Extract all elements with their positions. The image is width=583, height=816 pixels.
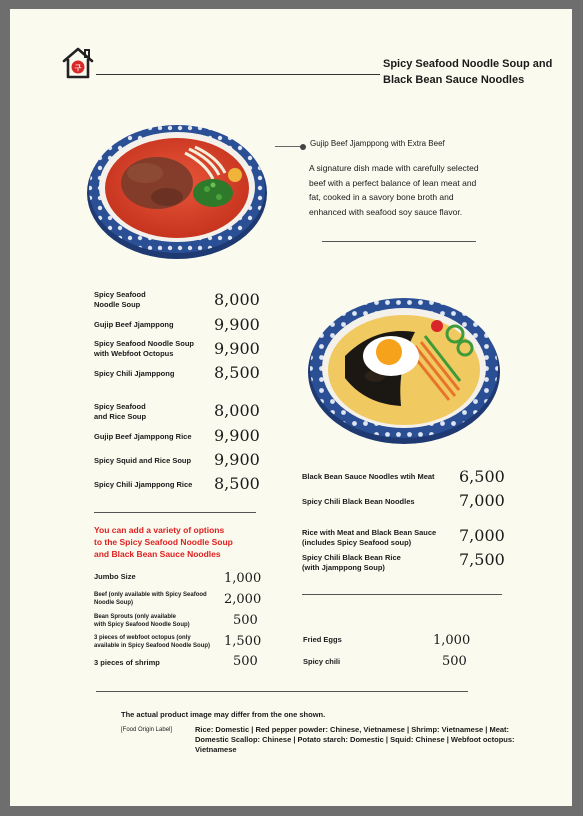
menu-item-price: 7,000 [459,526,505,545]
menu-item-name: Spicy Seafood Noodle Soup [94,290,146,309]
option-name: Spicy chili [303,657,341,666]
menu-item-price: 9,900 [214,315,260,334]
option-price: 500 [442,654,467,669]
menu-item-name: Spicy Chili Jjamppong Rice [94,480,193,489]
menu-item-name: Gujip Beef Jjamppong [94,320,174,329]
menu-page [10,9,572,806]
option-name: 3 pieces of webfoot octopus (only available in Spicy Seafood Noodle Soup) [94,635,211,649]
menu-item-name: Spicy Chili Jjamppong [94,369,175,378]
option-name: Fried Eggs [303,635,342,644]
option-price: 2,000 [224,592,262,607]
menu-item-price: 6,500 [459,467,505,486]
menu-divider-right [302,594,502,595]
title-divider [96,74,380,75]
menu-item-name: Gujip Beef Jjamppong Rice [94,432,192,441]
menu-item-name: Spicy Seafood and Rice Soup [94,402,147,421]
menu-item-price: 8,000 [214,290,260,309]
callout-dot [300,144,306,150]
callout-line [275,146,302,147]
menu-item-price: 9,900 [214,339,260,358]
menu-item-name: Black Bean Sauce Noodles wtih Meat [302,472,435,481]
origin-label: [Food Origin Label] [121,727,173,733]
menu-item-price: 8,000 [214,401,260,420]
page-title: Spicy Seafood Noodle Soup and Black Bean Sauce Noodles [383,58,553,86]
option-price: 1,500 [224,634,262,649]
menu-item-price: 8,500 [214,363,260,382]
menu-item-price: 8,500 [214,474,260,493]
option-price: 500 [233,613,258,628]
jjamppong-bowl-image [85,113,270,263]
menu-item-price: 7,500 [459,550,505,569]
menu-item-price: 9,900 [214,426,260,445]
menu-item-name: Spicy Squid and Rice Soup [94,456,192,465]
logo-text: 구 [74,64,82,72]
option-price: 500 [233,654,258,669]
menu-item-price: 9,900 [214,450,260,469]
option-name: Jumbo Size [94,572,136,581]
menu-item-name: Spicy Chili Black Bean Noodles [302,497,415,506]
option-name: 3 pieces of shrimp [94,658,160,667]
footer-divider [96,691,468,692]
menu-item-name: Rice with Meat and Black Bean Sauce (includes Spicy Seafood soup) [302,528,437,547]
menu-item-name: Spicy Seafood Noodle Soup with Webfoot Octopus [94,339,195,358]
option-price: 1,000 [224,571,262,586]
origin-text: Rice: Domestic | Red pepper powder: Chinese, Vietnamese | Shrimp: Vietnamese | Meat: Domestic Scallop: Chinese | Potato starch: Domestic | Squid: Chinese | Webfoot octopus: Vietnamese [195,725,515,754]
restaurant-logo [60,45,96,81]
feature-description: A signature dish made with carefully selected beef with a perfect balance of lean meat and fat, cooked in a savory bone broth and enhanced with seafood soy sauce flavor. [309,163,479,217]
option-price: 1,000 [433,633,471,648]
option-name: Beef (only available with Spicy Seafood Noodle Soup) [94,592,207,606]
option-name: Bean Sprouts (only available with Spicy Seafood Noodle Soup) [94,614,190,628]
jjajangmyeon-bowl-image [305,286,503,448]
menu-item-name: Spicy Chili Black Bean Rice (with Jjamppong Soup) [302,553,401,572]
menu-divider [94,512,256,513]
image-disclaimer: The actual product image may differ from the one shown. [121,710,326,719]
feature-divider [322,241,476,242]
feature-name: Gujip Beef Jjamppong with Extra Beef [310,139,445,148]
options-title: You can add a variety of options to the Spicy Seafood Noodle Soup and Black Bean Sauce Noodles [94,525,233,559]
menu-item-price: 7,000 [459,491,505,510]
